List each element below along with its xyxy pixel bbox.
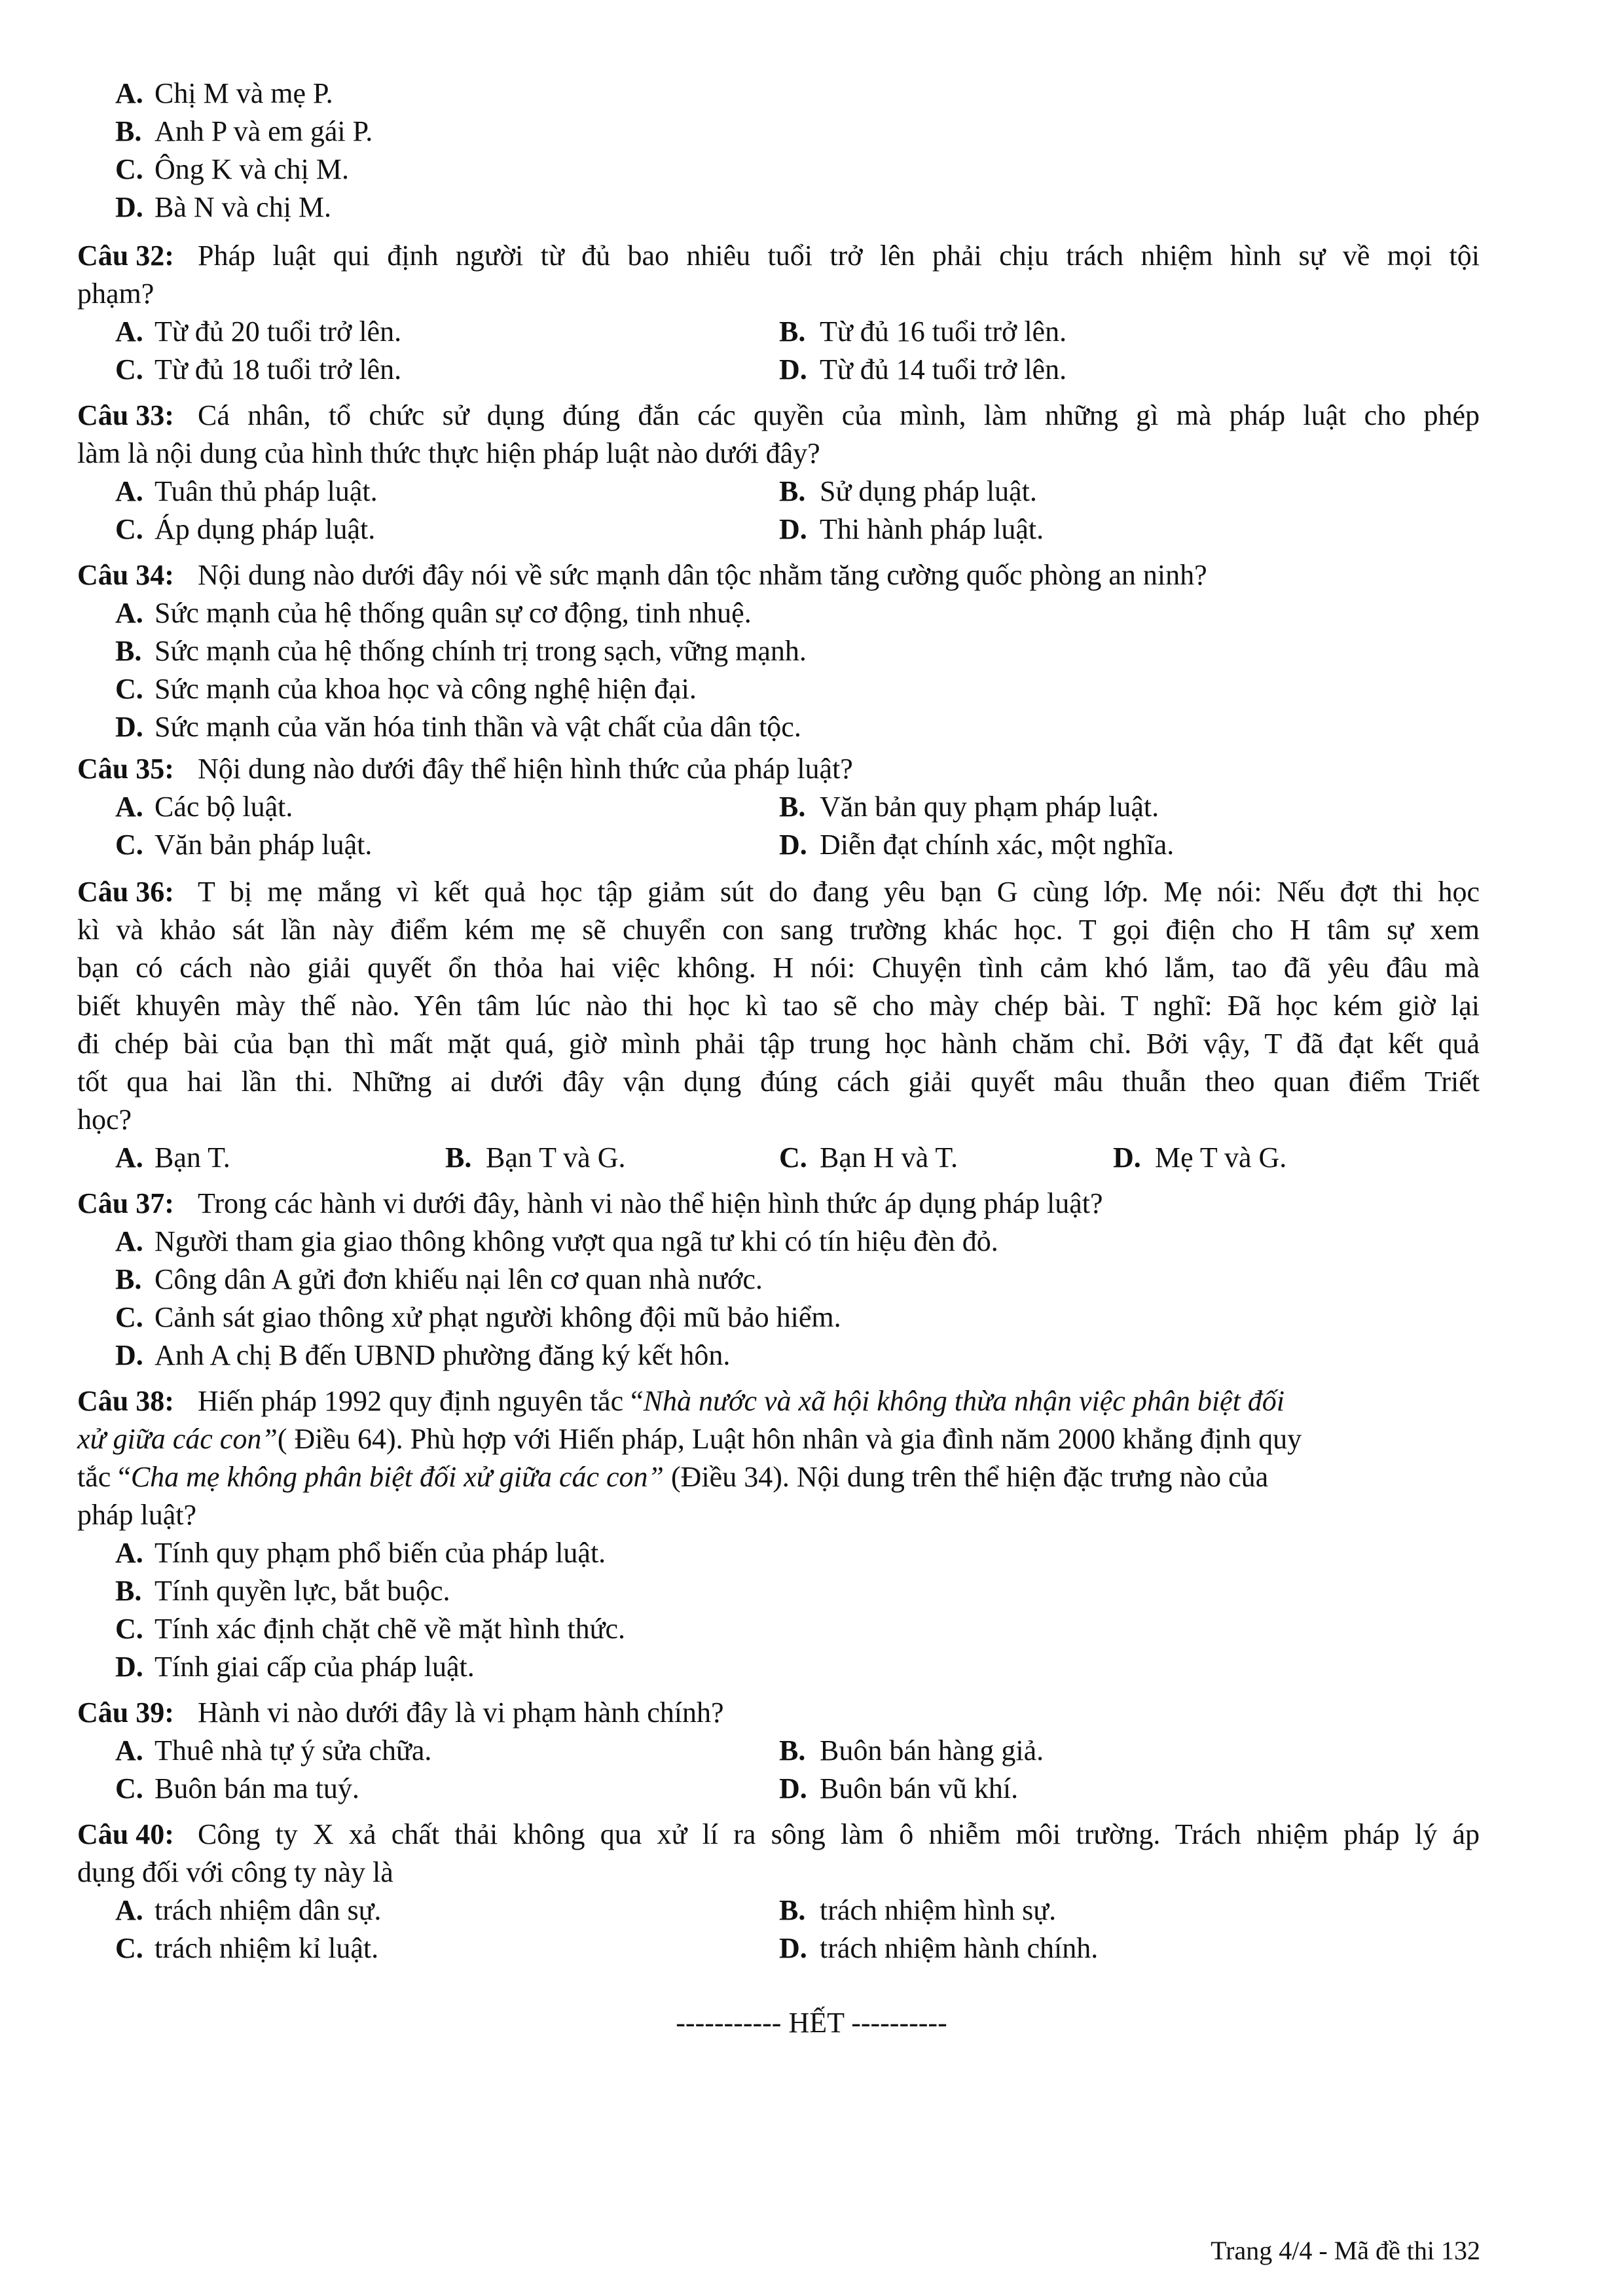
quoted-article: Cha mẹ không phân biệt đối xử giữa các con”: [130, 1461, 665, 1493]
question-text: dụng đối với công ty này là: [77, 1856, 393, 1888]
question-text: Cá nhân, tổ chức sử dụng đúng đắn các quyền của mình, làm những gì mà pháp luật cho phép: [198, 399, 1480, 431]
option-text: Sử dụng pháp luật.: [820, 475, 1037, 507]
q37-option-d: [0, 1336, 1623, 1374]
option-text: Buôn bán vũ khí.: [820, 1772, 1019, 1804]
q39-options-row: [0, 1732, 1623, 1770]
option-label: A.: [115, 791, 143, 823]
q38-option-b: [0, 1572, 1623, 1610]
q32-options-row: [0, 351, 1623, 389]
option-text: Từ đủ 16 tuổi trở lên.: [820, 315, 1067, 348]
question-text: Nội dung nào dưới đây thể hiện hình thức của pháp luật?: [198, 753, 853, 785]
question-text: Trong các hành vi dưới đây, hành vi nào thể hiện hình thức áp dụng pháp luật?: [198, 1187, 1103, 1219]
question-number: Câu 36:: [77, 876, 174, 908]
option-text: Chị M và mẹ P.: [155, 77, 333, 109]
q33-options-row: [0, 473, 1623, 511]
q37-stem-line: [0, 1185, 1623, 1223]
q34-option-d: [0, 708, 1623, 746]
q36-stem-line: [0, 949, 1623, 987]
option-label: C.: [115, 353, 143, 386]
q38-option-a: [0, 1534, 1623, 1572]
q36-stem-line: [0, 911, 1623, 949]
q32-stem-line: [0, 275, 1623, 313]
option-text: Tính xác định chặt chẽ về mặt hình thức.: [155, 1613, 626, 1645]
question-text-run: [77, 1420, 1302, 1458]
option-text: Buôn bán hàng giả.: [820, 1734, 1044, 1767]
question-number: Câu 39:: [77, 1696, 174, 1729]
option-text: Anh A chị B đến UBND phường đăng ký kết hôn.: [155, 1339, 731, 1371]
end-mark-line: [0, 2004, 1623, 2042]
option-label: B.: [115, 1263, 142, 1295]
option-text: Từ đủ 20 tuổi trở lên.: [155, 315, 402, 348]
option-text: Người tham gia giao thông không vượt qua ngã tư khi có tín hiệu đèn đỏ.: [155, 1225, 998, 1257]
option-label: B.: [779, 475, 806, 507]
question-text: Nội dung nào dưới đây nói về sức mạnh dân tộc nhằm tăng cường quốc phòng an ninh?: [198, 559, 1207, 591]
option-label: D.: [779, 353, 807, 386]
option-label: C.: [115, 153, 143, 185]
option-label: B.: [779, 1894, 806, 1926]
option-label: D.: [779, 1772, 807, 1804]
quoted-article: Nhà nước và xã hội không thừa nhận việc phân biệt đối: [643, 1385, 1285, 1417]
q38-stem-line: [0, 1420, 1623, 1458]
option-text: Công dân A gửi đơn khiếu nại lên cơ quan nhà nước.: [155, 1263, 763, 1295]
option-text: Từ đủ 18 tuổi trở lên.: [155, 353, 402, 386]
option-text: Anh P và em gái P.: [155, 115, 373, 147]
question-text: tắc “: [77, 1461, 131, 1493]
question-number: Câu 33:: [77, 399, 174, 431]
question-text: đi chép bài của bạn thì mất mặt quá, giờ mình phải tập trung học hành chăm chỉ. Bởi vậy, T đã đạt kết quả: [77, 1028, 1480, 1060]
option-label: A.: [115, 597, 143, 629]
q40-stem-line: [0, 1816, 1623, 1854]
option-label: B.: [115, 635, 142, 667]
question-text: kì và khảo sát lần này điểm kém mẹ sẽ chuyển con sang trường khác học. T gọi điện cho H tâm sự xem: [77, 914, 1480, 946]
q37-option-c: [0, 1299, 1623, 1336]
option-label: D.: [779, 829, 807, 861]
option-label: C.: [115, 513, 143, 545]
question-text: biết khuyên mày thế nào. Yên tâm lúc nào thi học kì tao sẽ cho mày chép bài. T nghĩ: Đã học kém giờ lại: [77, 990, 1480, 1022]
option-text: Tính quy phạm phổ biến của pháp luật.: [155, 1537, 606, 1569]
option-label: A.: [115, 1141, 143, 1174]
q38-stem-line: [0, 1458, 1623, 1496]
q37-option-a: [0, 1223, 1623, 1261]
option-text: Bạn T và G.: [486, 1141, 626, 1174]
question-text: Pháp luật qui định người từ đủ bao nhiêu tuổi trở lên phải chịu trách nhiệm hình sự về mọi tội: [198, 240, 1480, 272]
option-label: A.: [115, 1537, 143, 1569]
footer-line: [0, 2232, 1623, 2270]
question-text: học?: [77, 1103, 132, 1136]
option-label: A.: [115, 315, 143, 348]
option-label: A.: [115, 1225, 143, 1257]
question-text-run: [198, 1382, 1285, 1420]
option-label: C.: [115, 1301, 143, 1333]
option-label: B.: [115, 1575, 142, 1607]
option-label: D.: [779, 513, 807, 545]
q37-option-b: [0, 1261, 1623, 1299]
q36-stem-line: [0, 1025, 1623, 1063]
option-label: B.: [115, 115, 142, 147]
option-label: C.: [779, 1141, 807, 1174]
q31-option-d: [0, 188, 1623, 226]
option-text: Văn bản quy phạm pháp luật.: [820, 791, 1159, 823]
q36-stem-line: [0, 1063, 1623, 1101]
option-label: B.: [779, 315, 806, 348]
option-text: Sức mạnh của khoa học và công nghệ hiện đại.: [155, 673, 697, 705]
option-label: A.: [115, 1734, 143, 1767]
option-text: Ông K và chị M.: [155, 153, 349, 185]
q35-options-row: [0, 788, 1623, 826]
option-label: D.: [779, 1932, 807, 1964]
q38-option-c: [0, 1610, 1623, 1648]
option-label: D.: [115, 1651, 143, 1683]
option-text: Văn bản pháp luật.: [155, 829, 373, 861]
option-text: trách nhiệm hành chính.: [820, 1932, 1099, 1964]
q33-options-row: [0, 511, 1623, 548]
question-text: tốt qua hai lần thi. Những ai dưới đây vận dụng đúng cách giải quyết mâu thuẫn theo quan điểm Triết: [77, 1066, 1480, 1098]
q40-options-row: [0, 1892, 1623, 1929]
option-label: D.: [115, 191, 143, 223]
q31-option-b: [0, 113, 1623, 151]
option-label: C.: [115, 829, 143, 861]
q34-stem-line: [0, 556, 1623, 594]
end-mark: ----------- HẾT ----------: [676, 2007, 947, 2039]
option-label: A.: [115, 77, 143, 109]
option-label: B.: [779, 791, 806, 823]
question-text: T bị mẹ mắng vì kết quả học tập giảm sút do đang yêu bạn G cùng lớp. Mẹ nói: Nếu đợt thi học: [198, 876, 1480, 908]
q38-stem-line: [0, 1496, 1623, 1534]
q36-stem-line: [0, 873, 1623, 911]
option-text: Cảnh sát giao thông xử phạt người không đội mũ bảo hiểm.: [155, 1301, 841, 1333]
q38-stem-line: [0, 1382, 1623, 1420]
option-label: C.: [115, 1613, 143, 1645]
question-number: Câu 40:: [77, 1818, 174, 1850]
q36-options-row: [0, 1139, 1623, 1177]
option-text: Áp dụng pháp luật.: [155, 513, 376, 545]
question-text: Hành vi nào dưới đây là vi phạm hành chính?: [198, 1696, 724, 1729]
option-label: D.: [115, 711, 143, 743]
option-text: trách nhiệm dân sự.: [155, 1894, 382, 1926]
q40-options-row: [0, 1929, 1623, 1967]
option-text: Bạn T.: [155, 1141, 230, 1174]
q34-option-c: [0, 670, 1623, 708]
option-text: Tuân thủ pháp luật.: [155, 475, 378, 507]
question-text: bạn có cách nào giải quyết ổn thỏa hai việc không. H nói: Chuyện tình cảm khó lắm, tao đã yêu đâu mà: [77, 952, 1480, 984]
question-number: Câu 38:: [77, 1385, 174, 1417]
option-text: Các bộ luật.: [155, 791, 293, 823]
page-footer: Trang 4/4 - Mã đề thi 132: [1211, 2236, 1480, 2265]
option-label: D.: [115, 1339, 143, 1371]
q35-stem-line: [0, 750, 1623, 788]
q36-stem-line: [0, 987, 1623, 1025]
question-text: Công ty X xả chất thải không qua xử lí ra sông làm ô nhiễm môi trường. Trách nhiệm pháp lý áp: [198, 1818, 1480, 1850]
option-label: A.: [115, 475, 143, 507]
option-label: D.: [1113, 1141, 1141, 1174]
q35-options-row: [0, 826, 1623, 864]
q32-stem-line: [0, 237, 1623, 275]
question-number: Câu 37:: [77, 1187, 174, 1219]
option-text: Tính giai cấp của pháp luật.: [155, 1651, 475, 1683]
quoted-article: xử giữa các con”: [77, 1423, 278, 1455]
q39-options-row: [0, 1770, 1623, 1808]
q32-options-row: [0, 313, 1623, 351]
option-text: Buôn bán ma tuý.: [155, 1772, 359, 1804]
option-text: Từ đủ 14 tuổi trở lên.: [820, 353, 1067, 386]
question-number: Câu 35:: [77, 753, 174, 785]
q31-option-a: [0, 75, 1623, 113]
option-label: C.: [115, 1932, 143, 1964]
option-text: Mẹ T và G.: [1155, 1141, 1287, 1174]
option-text: Bà N và chị M.: [155, 191, 332, 223]
question-text: (Điều 34). Nội dung trên thể hiện đặc trưng nào của: [664, 1461, 1269, 1493]
question-text: phạm?: [77, 278, 155, 310]
option-label: B.: [445, 1141, 472, 1174]
option-text: Thi hành pháp luật.: [820, 513, 1044, 545]
q31-option-c: [0, 151, 1623, 188]
option-text: Sức mạnh của hệ thống chính trị trong sạch, vững mạnh.: [155, 635, 807, 667]
option-label: C.: [115, 1772, 143, 1804]
option-text: Tính quyền lực, bắt buộc.: [155, 1575, 450, 1607]
option-label: C.: [115, 673, 143, 705]
question-text-run: [77, 1458, 1268, 1496]
question-text: Hiến pháp 1992 quy định nguyên tắc “: [198, 1385, 644, 1417]
q34-option-a: [0, 594, 1623, 632]
q33-stem-line: [0, 435, 1623, 473]
q39-stem-line: [0, 1694, 1623, 1732]
q33-stem-line: [0, 397, 1623, 435]
option-text: Sức mạnh của hệ thống quân sự cơ động, tinh nhuệ.: [155, 597, 752, 629]
q38-option-d: [0, 1648, 1623, 1686]
option-text: Bạn H và T.: [820, 1141, 958, 1174]
option-text: Diễn đạt chính xác, một nghĩa.: [820, 829, 1175, 861]
q40-stem-line: [0, 1854, 1623, 1892]
question-number: Câu 34:: [77, 559, 174, 591]
option-text: trách nhiệm hình sự.: [820, 1894, 1057, 1926]
question-number: Câu 32:: [77, 240, 174, 272]
option-text: Sức mạnh của văn hóa tinh thần và vật chất của dân tộc.: [155, 711, 801, 743]
q34-option-b: [0, 632, 1623, 670]
question-text: pháp luật?: [77, 1499, 197, 1531]
option-text: Thuê nhà tự ý sửa chữa.: [155, 1734, 432, 1767]
option-text: trách nhiệm kỉ luật.: [155, 1932, 379, 1964]
option-label: A.: [115, 1894, 143, 1926]
question-text: làm là nội dung của hình thức thực hiện pháp luật nào dưới đây?: [77, 437, 820, 469]
question-text: ( Điều 64). Phù hợp với Hiến pháp, Luật hôn nhân và gia đình năm 2000 khẳng định quy: [277, 1423, 1302, 1455]
option-label: B.: [779, 1734, 806, 1767]
q36-stem-line: [0, 1101, 1623, 1139]
